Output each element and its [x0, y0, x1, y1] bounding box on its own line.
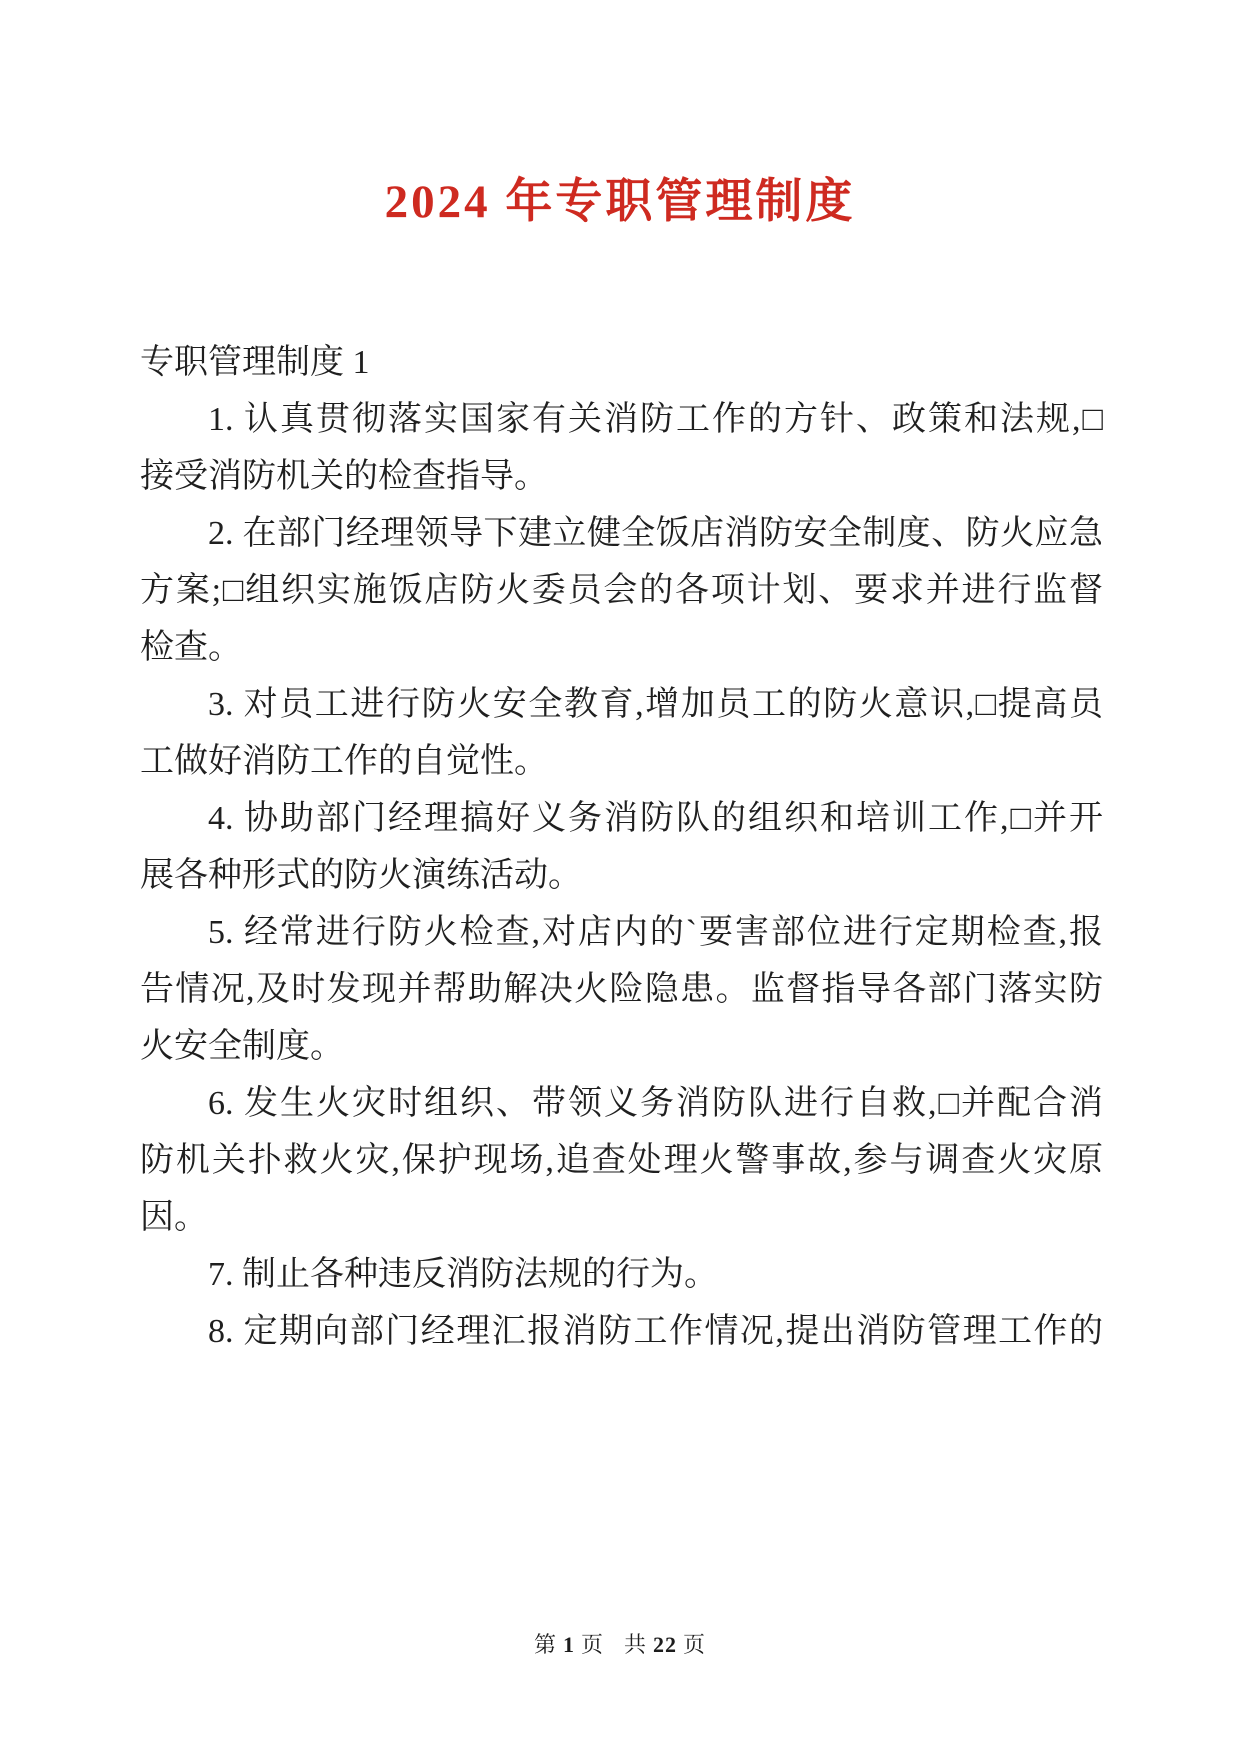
- footer-label-page2: 页: [683, 1632, 707, 1657]
- text-line: 展各种形式的防火演练活动。: [140, 857, 582, 894]
- text-line: 2. 在部门经理领导下建立健全饭店消防安全制度、防火应急: [208, 515, 1103, 552]
- text-line: 方案;□组织实施饭店防火委员会的各项计划、要求并进行监督: [140, 572, 1103, 609]
- total-page-number: 22: [653, 1632, 678, 1657]
- footer-label-prefix: 第: [533, 1632, 557, 1657]
- current-page-number: 1: [562, 1632, 575, 1657]
- text-line: 因。: [140, 1199, 208, 1236]
- section-heading: 专职管理制度 1: [140, 344, 370, 381]
- text-line: 接受消防机关的检查指导。: [140, 458, 548, 495]
- footer-label-page: 页: [580, 1632, 604, 1657]
- document-title: 2024 年专职管理制度: [384, 176, 856, 228]
- text-line: 5. 经常进行防火检查,对店内的`要害部位进行定期检查,报: [208, 914, 1103, 951]
- text-line: 4. 协助部门经理搞好义务消防队的组织和培训工作,□并开: [208, 800, 1103, 837]
- text-line: 防机关扑救火灾,保护现场,追查处理火警事故,参与调查火灾原: [140, 1142, 1103, 1179]
- text-line: 告情况,及时发现并帮助解决火险隐患。监督指导各部门落实防: [140, 971, 1103, 1008]
- text-line: 6. 发生火灾时组织、带领义务消防队进行自救,□并配合消: [208, 1085, 1103, 1122]
- text-line: 火安全制度。: [140, 1028, 344, 1065]
- text-line: 检查。: [140, 629, 242, 666]
- text-line: 1. 认真贯彻落实国家有关消防工作的方针、政策和法规,□: [208, 401, 1103, 438]
- text-line: 7. 制止各种违反消防法规的行为。: [208, 1256, 718, 1293]
- footer-label-total: 共: [624, 1632, 648, 1657]
- document-body: [140, 334, 1103, 1360]
- text-line: 3. 对员工进行防火安全教育,增加员工的防火意识,□提高员: [208, 686, 1103, 723]
- text-line: 工做好消防工作的自觉性。: [140, 743, 548, 780]
- page-footer: [0, 1630, 1240, 1660]
- text-line: 8. 定期向部门经理汇报消防工作情况,提出消防管理工作的: [208, 1313, 1103, 1350]
